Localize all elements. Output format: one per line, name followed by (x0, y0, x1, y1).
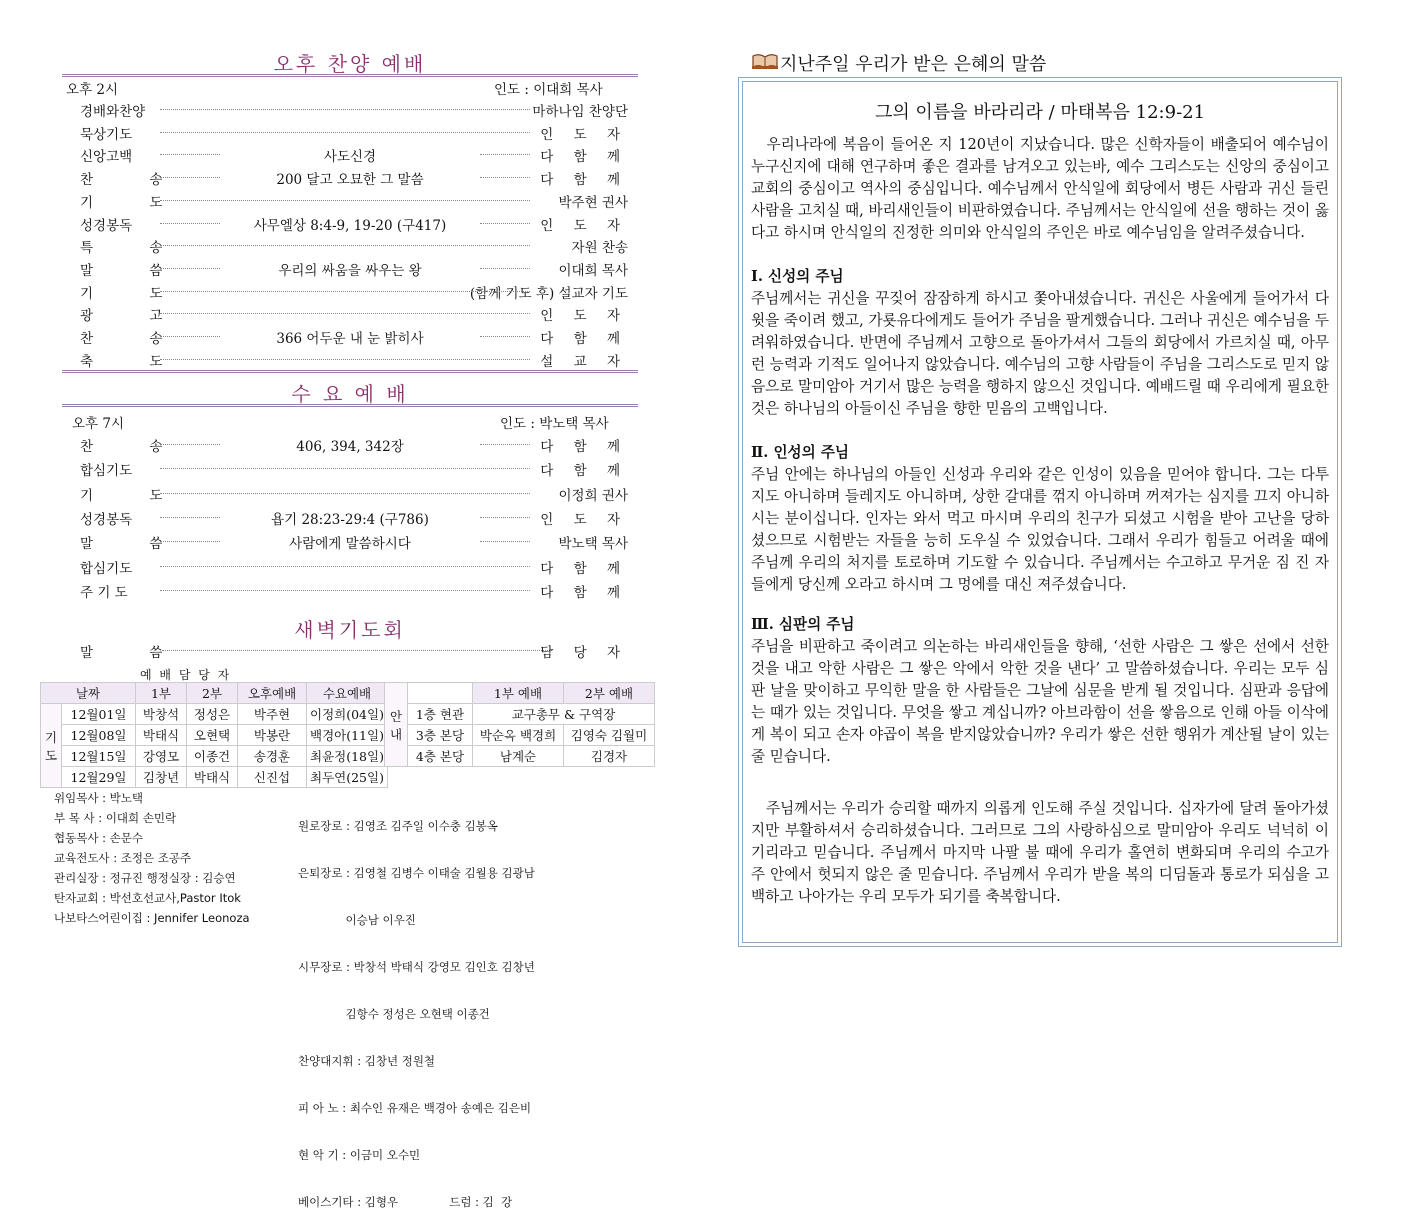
list-item (62, 98, 638, 120)
staff-line: 베이스기타 : 김형우 드럼 : 김 강 (298, 1195, 513, 1209)
usher-side-label: 안 내 (385, 683, 408, 767)
leader-dots (160, 517, 220, 518)
staff-line: 시무장로 : 박창석 박태식 강영모 김인호 김창년 (298, 960, 535, 974)
table-row (41, 767, 388, 788)
order-label: 합심기도 (80, 463, 133, 480)
sermon-intro: 우리나라에 복음이 들어온 지 120년이 지났습니다. 많은 신학자들이 배출되어 예수님이 누구신지에 대해 연구하며 좋은 결과를 남겨오고 있는바, 예수 그리스도는 신앙의 중심이고 교회의 중심이고 역사의 중심입니다. 예수님께서 안식일에 회당에서 병든 사람과 귀신 들린 사람을 고치실 때, 바리새인들이 비판하였습니다. 주님께서는 안식일에 선을 행하는 것이 옳다고 하시며 안식일의 진정한 의미와 안식일의 주인은 바로 예수님임을 알려주셨습니다. (751, 136, 1329, 241)
order-label: 찬 송 (80, 331, 189, 347)
section-3-text: 주님을 비판하고 죽이려고 의논하는 바리새인들을 향해, ‘선한 사람은 그 쌓은 선에서 선한 것을 내고 악한 사람은 그 쌓은 악에서 악한 것을 낸다’ 고 말씀하셨습니다. 우리는 모두 심판 날을 맞이하고 무익한 말을 한 사람들은 그날에 심문을 받게 될 것입니다. 심판과 응답에는 때가 있는 것입니다. 무엇을 쌓고 계십니까? 아브라함이 선을 쌓음으로 인해 아들 이삭에게 복이 되고 손자 야곱이 복을 받지않았습니까? 우리가 쌓은 선한 행위가 계산될 날이 있는 줄 믿습니다. (751, 638, 1329, 765)
order-person: 설 교 자 (540, 353, 628, 370)
order-label: 기 도 (80, 194, 189, 211)
order-label: 축 도 (80, 353, 189, 370)
order-content: 사람에게 말씀하시다 (289, 536, 411, 553)
list-item (62, 257, 638, 279)
staff-line: 관리실장 : 정규진 행정실장 : 김승연 (54, 871, 236, 885)
leader-dots (160, 468, 530, 469)
sermon-closing: 주님께서는 우리가 승리할 때까지 의롭게 인도해 주실 것입니다. 십자가에 달려 돌아가셨지만 부활하셔서 승리하셨습니다. 그러므로 그의 사랑하심으로 말미암아 우리도 넉넉히 이기리라고 믿습니다. 주님께서 마지막 나팔 불 때에 우리가 홀연히 변화되며 우리의 수고가 주 안에서 헛되지 않은 줄 믿습니다. 주님께서 우리가 받을 복의 디딤돌과 통로가 되심을 고백하고 나아가는 우리 모두가 되기를 축복합니다. (751, 800, 1329, 905)
afternoon-leader: 인도 : 이대희 목사 (494, 82, 603, 98)
order-label: 찬 송 (80, 172, 189, 189)
duty-cell: 이정희(04일) (307, 704, 388, 725)
sermon-section-title: 지난주일 우리가 받은 은혜의 말씀 (780, 54, 1047, 75)
order-content: 사무엘상 8:4-9, 19-20 (구417) (253, 217, 447, 234)
prayer-duty-table (40, 682, 388, 788)
leader-dots (160, 444, 220, 445)
open-bible-icon (752, 52, 778, 70)
afternoon-time: 오후 2시 (66, 82, 119, 98)
staff-line: 협동목사 : 손문수 (54, 831, 143, 845)
order-label: 광 고 (80, 308, 189, 325)
section-2-text: 주님 안에는 하나님의 아들인 신성과 우리와 같은 인성이 있음을 믿어야 합니다. 그는 다투지도 아니하며 들레지도 아니하며, 상한 갈대를 꺾지 아니하며 꺼져가는 심지를 끄지 아니하시는 분이십니다. 인자는 와서 먹고 마시며 우리의 친구가 되셨고 시험을 받아 고난을 당하셨으므로 시험받는 자들을 능히 도우실 수 있었습니다. 그래서 우리가 힘들고 어려울 때에 주님께 우리의 처지를 토로하며 기도할 수 있습니다. 주님께서는 수고하고 무거운 짐 진 자들에게 당신께 오라고 하시며 그 멍에를 대신 져주셨습니다. (751, 466, 1329, 593)
order-person: 인 도 자 (540, 511, 628, 528)
order-label: 말 씀 (80, 536, 189, 553)
leader-dots (160, 336, 220, 337)
table-row (385, 704, 655, 725)
afternoon-bottom-rule (62, 370, 638, 373)
table-row (41, 704, 388, 725)
staff-line: 위임목사 : 박노택 (54, 791, 143, 805)
list-item (62, 325, 638, 347)
dawn-row (62, 638, 638, 662)
staff-line: 찬양대지휘 : 김창년 정원철 (298, 1054, 436, 1068)
order-person: 다 함 께 (540, 439, 628, 455)
leader-dots (160, 541, 220, 542)
leader-dots (480, 177, 530, 178)
leader-dots (160, 493, 530, 494)
list-item (62, 121, 638, 143)
list-item (62, 456, 638, 480)
leader-dots (160, 566, 530, 567)
staff-line: 은퇴장로 : 김영철 김병수 이태술 김월용 김광남 (298, 866, 535, 880)
staff-line: 교육전도사 : 조정은 조공주 (54, 851, 192, 865)
duty-cell: 12월15일 (62, 746, 136, 767)
order-person: 다 함 께 (540, 149, 628, 166)
list-item (62, 189, 638, 211)
order-content: 사도신경 (323, 149, 377, 166)
order-label: 말 씀 (80, 262, 189, 279)
wednesday-leader: 인도 : 박노택 목사 (500, 416, 609, 432)
order-person: 인 도 자 (540, 126, 628, 143)
leader-dots (160, 154, 220, 155)
staff-line: 피 아 노 : 최수인 유재은 백경아 송예은 김은비 (298, 1101, 532, 1115)
table-row (385, 725, 655, 746)
order-label: 신앙고백 (80, 149, 133, 166)
prayer-duty-header (41, 683, 388, 704)
list-item (62, 302, 638, 324)
list-item (62, 529, 638, 553)
duty-header-afternoon: 오후예배 (238, 683, 307, 704)
duty-cell: 이종건 (187, 746, 238, 767)
wednesday-title: 수 요 예 배 (291, 382, 409, 406)
order-person: 박주현 권사 (558, 194, 628, 211)
section-1-title: Ⅰ. 신성의 주님 (751, 268, 844, 285)
leader-dots (160, 359, 530, 360)
staff-line: 탄자교회 : 박선호선교사,Pastor Itok (54, 891, 241, 905)
staff-list-right (298, 786, 638, 1225)
list-item (62, 234, 638, 256)
duty-cell: 최두연(25일) (307, 767, 388, 788)
order-person: 인 도 자 (540, 308, 628, 325)
list-item (62, 432, 638, 456)
staff-line: 나보타스어린이집 : Jennifer Leonoza (54, 911, 250, 925)
order-person: 다 함 께 (540, 560, 628, 577)
order-person: 다 함 께 (540, 172, 628, 189)
duty-header-first: 1부 (136, 683, 187, 704)
order-content: 406, 394, 342장 (296, 439, 404, 455)
leader-dots (160, 313, 530, 314)
list-item (62, 554, 638, 578)
duty-cell: 신진섭 (238, 767, 307, 788)
leader-dots (480, 268, 530, 269)
list-item (62, 578, 638, 602)
table-row (385, 746, 655, 767)
leader-dots (480, 223, 530, 224)
leader-dots (480, 517, 530, 518)
usher-header-blank (408, 683, 473, 704)
usher-header-second: 2부 예배 (564, 683, 655, 704)
order-content: 우리의 싸움을 싸우는 왕 (278, 262, 422, 279)
wednesday-time: 오후 7시 (72, 416, 125, 432)
leader-dots (160, 245, 530, 246)
order-label: 합심기도 (80, 560, 133, 577)
duty-cell: 박봉란 (238, 725, 307, 746)
duty-cell: 정성은 (187, 704, 238, 725)
list-item (62, 166, 638, 188)
usher-cell: 박순옥 백경희 (473, 725, 564, 746)
duty-cell: 박주현 (238, 704, 307, 725)
usher-cell: 교구총무 & 구역장 (473, 704, 655, 725)
order-label: 특 송 (80, 240, 189, 257)
leader-dots (160, 200, 530, 201)
usher-header-first: 1부 예배 (473, 683, 564, 704)
order-person: 다 함 께 (540, 584, 628, 601)
dawn-leader-dots (162, 650, 552, 651)
duty-cell: 강영모 (136, 746, 187, 767)
order-person: (함께 기도 후) 설교자 기도 (469, 285, 628, 302)
duty-cell: 송경훈 (238, 746, 307, 767)
section-2-title: Ⅱ. 인성의 주님 (751, 444, 850, 461)
sermon-heading: 그의 이름을 바라리라 / 마태복음 12:9-21 (874, 102, 1206, 123)
list-item (62, 481, 638, 505)
usher-location: 4층 본당 (408, 746, 473, 767)
leader-dots (480, 541, 530, 542)
dawn-title: 새벽기도회 (294, 618, 406, 642)
usher-cell: 김영숙 김월미 (564, 725, 655, 746)
afternoon-title: 오후 찬양 예배 (273, 52, 427, 76)
staff-list-left (54, 790, 284, 930)
table-row (41, 746, 388, 767)
order-content: 366 어두운 내 눈 밝히사 (276, 331, 424, 347)
order-content: 200 달고 오묘한 그 말씀 (276, 172, 424, 189)
leader-dots (160, 268, 220, 269)
order-person: 다 함 께 (540, 463, 628, 480)
duty-cell: 박태식 (187, 767, 238, 788)
order-content: 욥기 28:23-29:4 (구786) (271, 511, 429, 528)
duty-header-date: 날짜 (41, 683, 136, 704)
order-label: 성경봉독 (80, 511, 133, 528)
usher-duty-table (384, 682, 655, 767)
list-item (62, 505, 638, 529)
usher-duty-header (385, 683, 655, 704)
leader-dots (160, 291, 530, 292)
duty-header-wednesday: 수요예배 (307, 683, 388, 704)
duty-cell: 백경아(11일) (307, 725, 388, 746)
dawn-label: 말 씀 (80, 645, 189, 661)
list-item (62, 280, 638, 302)
leader-dots (160, 177, 220, 178)
staff-line: 원로장로 : 김영조 김주일 이수충 김봉옥 (298, 819, 498, 833)
list-item (62, 212, 638, 234)
duty-cell: 박태식 (136, 725, 187, 746)
leader-dots (160, 109, 530, 110)
order-person: 마하나임 찬양단 (532, 104, 628, 120)
duty-cell: 12월29일 (62, 767, 136, 788)
duty-side-label: 기 도 (41, 704, 62, 788)
list-item (62, 143, 638, 165)
staff-line: 부 목 사 : 이대희 손민락 (54, 811, 177, 825)
staff-line: 이승남 이우진 (298, 913, 416, 927)
order-person: 인 도 자 (540, 217, 628, 234)
usher-cell: 남계순 (473, 746, 564, 767)
usher-location: 1층 현관 (408, 704, 473, 725)
order-person: 이정희 권사 (558, 487, 628, 504)
duty-cell: 박창석 (136, 704, 187, 725)
dawn-right: 담 당 자 (540, 645, 628, 661)
table-row (41, 725, 388, 746)
section-3-title: Ⅲ. 심판의 주님 (751, 616, 855, 633)
order-label: 경배와찬양 (80, 104, 146, 120)
usher-cell: 김경자 (564, 746, 655, 767)
order-label: 기 도 (80, 487, 189, 504)
duty-cell: 12월08일 (62, 725, 136, 746)
leader-dots (480, 336, 530, 337)
order-label: 찬 송 (80, 439, 189, 455)
leader-dots (160, 223, 220, 224)
duty-cell: 오현택 (187, 725, 238, 746)
duty-cell: 김창년 (136, 767, 187, 788)
duty-cell: 최윤정(18일) (307, 746, 388, 767)
order-label: 주 기 도 (80, 584, 128, 601)
order-label: 묵상기도 (80, 126, 133, 143)
order-person: 박노택 목사 (558, 536, 628, 553)
order-label: 기 도 (80, 285, 189, 302)
wednesday-top-rule (62, 404, 638, 407)
usher-location: 3층 본당 (408, 725, 473, 746)
section-1-text: 주님께서는 귀신을 꾸짖어 잠잠하게 하시고 쫓아내셨습니다. 귀신은 사울에게 들어가서 다윗을 죽이려 했고, 가룟유다에게도 들어가 주님을 팔게했습니다. 그러나 귀신은 예수님을 두려워하였습니다. 반면에 주님께서 고향으로 돌아가셔서 그들의 회당에서 가르치실 때, 아무런 능력과 기적도 일어나지 않았습니다. 예수님의 고향 사람들이 주님을 그리스도로 믿지 않음으로 말미암아 거기서 많은 능력을 행하지 않으신 것입니다. 예배드릴 때 우리에게 필요한 것은 하나님의 아들이신 주님을 향한 믿음의 고백입니다. (751, 290, 1329, 417)
duty-caption: 예 배 담 당 자 (140, 668, 232, 682)
list-item (62, 348, 638, 370)
duty-header-second: 2부 (187, 683, 238, 704)
leader-dots (160, 590, 530, 591)
afternoon-top-rule (62, 74, 638, 77)
order-label: 성경봉독 (80, 217, 133, 234)
leader-dots (480, 444, 530, 445)
staff-line: 현 악 기 : 이금미 오수민 (298, 1148, 421, 1162)
leader-dots (160, 132, 530, 133)
order-person: 이대희 목사 (558, 262, 628, 279)
order-person: 자원 찬송 (571, 240, 628, 257)
order-person: 다 함 께 (540, 331, 628, 347)
staff-line: 김항수 정성은 오현택 이종건 (298, 1007, 490, 1021)
duty-cell: 12월01일 (62, 704, 136, 725)
leader-dots (480, 154, 530, 155)
